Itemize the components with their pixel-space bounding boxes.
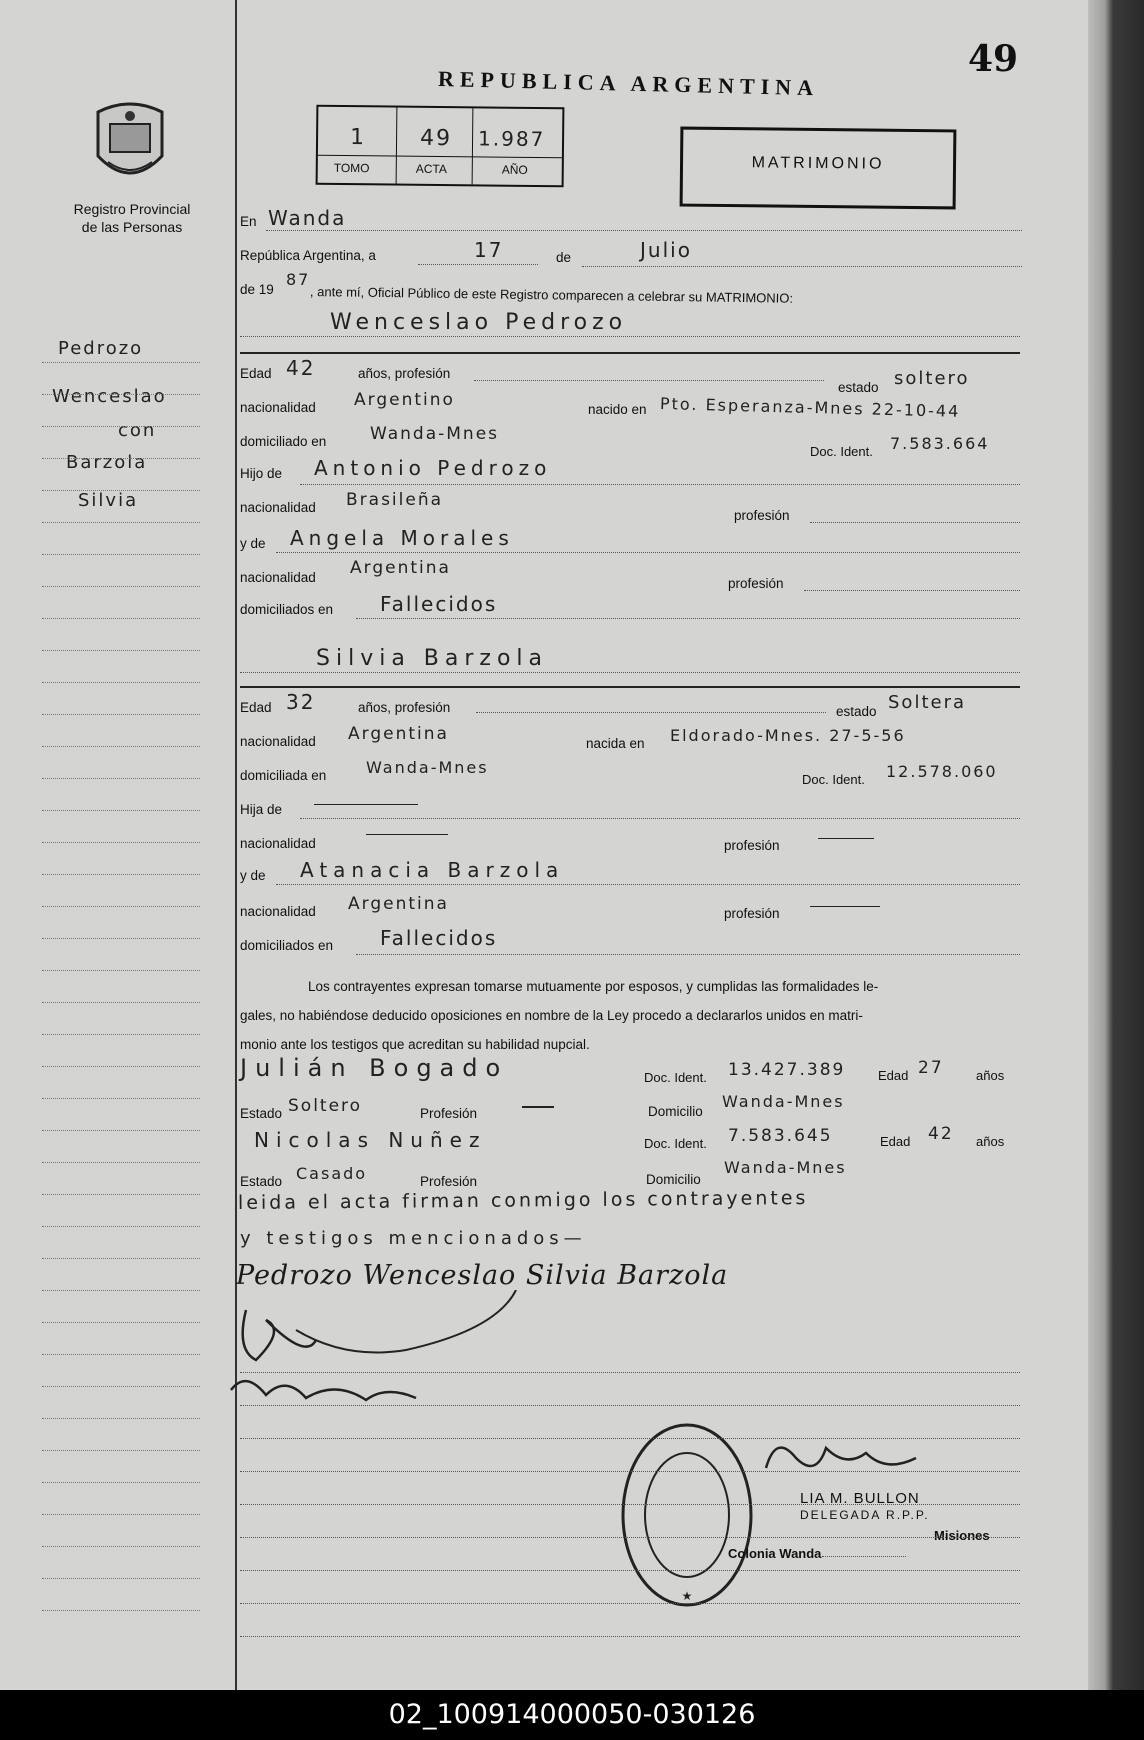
groom-nac-label: nacionalidad bbox=[240, 400, 316, 415]
groom-doc-label: Doc. Ident. bbox=[810, 444, 873, 459]
witness2-dom-label: Domicilio bbox=[646, 1172, 701, 1187]
groom-nacido-label: nacido en bbox=[588, 402, 647, 417]
witness1-age: 27 bbox=[918, 1058, 944, 1078]
bride-edad-label: Edad bbox=[240, 700, 272, 715]
margin-rule bbox=[42, 1034, 200, 1035]
official-province: Misiones bbox=[934, 1528, 990, 1543]
bride-estado: Soltera bbox=[888, 692, 967, 713]
margin-rule bbox=[42, 1130, 200, 1131]
bride-mother: Atanacia Barzola bbox=[300, 858, 565, 882]
en-label: En bbox=[240, 214, 257, 229]
place-value: Wanda bbox=[268, 206, 347, 230]
declaration-line: Los contrayentes expresan tomarse mutuamente por esposos, y cumplidas las formalidades le- bbox=[308, 979, 879, 994]
acta-label: ACTA bbox=[415, 161, 447, 177]
margin-rule bbox=[42, 682, 200, 683]
image-footer-id: 02_100914000050-030126 bbox=[0, 1690, 1144, 1740]
groom-hijo-label: Hijo de bbox=[240, 466, 283, 481]
margin-rule bbox=[42, 1066, 200, 1067]
margin-rule bbox=[42, 1322, 200, 1323]
margin-rule bbox=[42, 1226, 200, 1227]
margin-rule bbox=[42, 1418, 200, 1419]
margin-note-line: Pedrozo bbox=[58, 338, 144, 359]
official-seal-stamp bbox=[618, 1420, 756, 1610]
signature-scribbles bbox=[226, 1290, 546, 1420]
groom-parents-dom: Fallecidos bbox=[380, 592, 498, 616]
tomo-value: 1 bbox=[349, 125, 367, 151]
day-value: 17 bbox=[474, 238, 504, 262]
page-rule bbox=[240, 1504, 1020, 1505]
svg-text:★: ★ bbox=[681, 1589, 693, 1603]
margin-rule bbox=[42, 906, 200, 907]
official-signature bbox=[756, 1428, 936, 1488]
margin-rule bbox=[42, 1098, 200, 1099]
left-margin-column bbox=[0, 0, 237, 1690]
witness1-edad-label: Edad bbox=[878, 1068, 909, 1083]
groom-mother-nac-label: nacionalidad bbox=[240, 570, 316, 585]
margin-rule bbox=[42, 1258, 200, 1259]
book-binding bbox=[1088, 0, 1144, 1690]
witness2-domicile: Wanda-Mnes bbox=[724, 1158, 847, 1177]
margin-rule bbox=[42, 810, 200, 811]
bride-yde-label: y de bbox=[240, 868, 266, 883]
page-number: 49 bbox=[968, 38, 1019, 80]
bride-estado-label: estado bbox=[836, 704, 877, 719]
groom-estado: soltero bbox=[894, 368, 970, 389]
groom-edad-label: Edad bbox=[240, 366, 272, 381]
witness1-prof-label: Profesión bbox=[420, 1106, 478, 1121]
witness2-age: 42 bbox=[928, 1124, 954, 1144]
groom-mother-nat: Argentina bbox=[350, 558, 451, 578]
bride-mother-prof-label: profesión bbox=[724, 906, 780, 921]
margin-rule bbox=[42, 586, 200, 587]
declaration bbox=[240, 972, 1020, 1059]
groom-mother: Angela Morales bbox=[290, 526, 514, 550]
page-rule bbox=[240, 1471, 1020, 1472]
margin-rule bbox=[42, 714, 200, 715]
bride-domicile: Wanda-Mnes bbox=[366, 758, 489, 777]
margin-rule bbox=[42, 842, 200, 843]
witness1-dom-label: Domicilio bbox=[648, 1104, 703, 1119]
bride-doc-label: Doc. Ident. bbox=[802, 772, 865, 787]
bride-mother-nac-label: nacionalidad bbox=[240, 904, 316, 919]
groom-father-nat: Brasileña bbox=[346, 490, 444, 510]
bride-parents-dom-label: domiciliados en bbox=[240, 938, 334, 953]
margin-rule bbox=[42, 394, 200, 395]
ano-label: AÑO bbox=[501, 162, 528, 177]
groom-estado-label: estado bbox=[838, 380, 879, 395]
witness1-domicile: Wanda-Mnes bbox=[722, 1092, 845, 1111]
de-label: de bbox=[556, 250, 572, 265]
groom-age: 42 bbox=[286, 356, 316, 380]
groom-name: Wenceslao Pedrozo bbox=[330, 310, 628, 335]
groom-born: Pto. Esperanza-Mnes 22-10-44 bbox=[659, 394, 961, 421]
witness2-doc-label: Doc. Ident. bbox=[644, 1136, 707, 1151]
margin-note-line: Barzola bbox=[66, 452, 148, 473]
groom-dom-label: domiciliado en bbox=[240, 434, 327, 449]
margin-rule bbox=[42, 554, 200, 555]
margin-rule bbox=[42, 1450, 200, 1451]
ano-value: 1.987 bbox=[477, 126, 546, 152]
bride-hija-label: Hija de bbox=[240, 802, 283, 817]
margin-rule bbox=[42, 1610, 200, 1611]
year-value: 87 bbox=[286, 270, 311, 289]
closing-line: y testigos mencionados— bbox=[240, 1228, 587, 1249]
registry-title bbox=[52, 200, 212, 236]
record-type-label: MATRIMONIO bbox=[751, 154, 885, 173]
margin-rule bbox=[42, 1354, 200, 1355]
registry-line1: Registro Provincial bbox=[73, 201, 191, 217]
margin-rule bbox=[42, 1514, 200, 1515]
bride-born: Eldorado-Mnes. 27-5-56 bbox=[670, 726, 906, 745]
witness1-doc-label: Doc. Ident. bbox=[644, 1070, 707, 1085]
record-number-box bbox=[316, 105, 565, 188]
groom-father-prof-label: profesión bbox=[734, 508, 790, 523]
coat-of-arms-icon bbox=[88, 98, 172, 190]
witness2-estado: Casado bbox=[296, 1164, 368, 1183]
margin-rule bbox=[42, 970, 200, 971]
declaration-line: gales, no habiéndose deducido oposiciones en nombre de la Ley procedo a declararlos unidos en matri- bbox=[240, 1008, 863, 1023]
margin-rule bbox=[42, 458, 200, 459]
margin-rule bbox=[42, 746, 200, 747]
bride-name: Silvia Barzola bbox=[316, 646, 549, 671]
bride-father-nac-label: nacionalidad bbox=[240, 836, 316, 851]
page-rule bbox=[240, 1405, 1020, 1406]
groom-anos-label: años, profesión bbox=[358, 366, 451, 381]
tomo-label: TOMO bbox=[333, 160, 370, 176]
official-place-label: Colonia Wanda bbox=[728, 1546, 822, 1561]
margin-rule bbox=[42, 650, 200, 651]
page-rule bbox=[240, 1438, 1020, 1439]
page-rule bbox=[240, 1603, 1020, 1604]
registry-line2: de las Personas bbox=[81, 219, 183, 235]
bride-nac-label: nacionalidad bbox=[240, 734, 316, 749]
bride-parents-dom: Fallecidos bbox=[380, 926, 498, 950]
bride-mother-nat: Argentina bbox=[348, 894, 449, 914]
year-prefix: de 19 bbox=[240, 282, 274, 297]
margin-note-line: Wenceslao bbox=[52, 386, 167, 407]
acta-value: 49 bbox=[419, 125, 453, 152]
margin-rule bbox=[42, 1002, 200, 1003]
official-title: DELEGADA R.P.P. bbox=[800, 1508, 930, 1522]
groom-father-nac-label: nacionalidad bbox=[240, 500, 316, 515]
margin-rule bbox=[42, 490, 200, 491]
margin-rule bbox=[42, 874, 200, 875]
witness2-edad-label: Edad bbox=[880, 1134, 911, 1149]
date-prefix: República Argentina, a bbox=[240, 248, 376, 263]
witness1-estado: Soltero bbox=[288, 1096, 363, 1116]
margin-rule bbox=[42, 778, 200, 779]
bride-doc: 12.578.060 bbox=[886, 762, 998, 781]
margin-rule bbox=[42, 1482, 200, 1483]
page-rule bbox=[240, 1636, 1020, 1637]
witness1-anos-label: años bbox=[976, 1068, 1005, 1083]
groom-domicile: Wanda-Mnes bbox=[370, 424, 500, 444]
margin-rule bbox=[42, 1194, 200, 1195]
bride-age: 32 bbox=[286, 690, 316, 714]
page-rule bbox=[240, 1537, 1020, 1538]
margin-rule bbox=[42, 618, 200, 619]
groom-yde-label: y de bbox=[240, 536, 266, 551]
signatures-line: Pedrozo Wenceslao Silvia Barzola bbox=[236, 1260, 729, 1291]
witness1-doc: 13.427.389 bbox=[728, 1060, 846, 1080]
witness2-prof-label: Profesión bbox=[420, 1174, 478, 1189]
groom-nationality: Argentino bbox=[354, 390, 455, 410]
margin-rule bbox=[42, 1290, 200, 1291]
groom-father: Antonio Pedrozo bbox=[314, 456, 552, 480]
witness1-estado-label: Estado bbox=[240, 1106, 283, 1121]
page-rule bbox=[240, 1372, 1020, 1373]
official-name: LIA M. BULLON bbox=[800, 1490, 920, 1507]
bride-nationality: Argentina bbox=[348, 724, 449, 744]
page-rule bbox=[240, 1570, 1020, 1571]
margin-rule bbox=[42, 1386, 200, 1387]
margin-rule bbox=[42, 1546, 200, 1547]
witness2-name: Nicolas Nuñez bbox=[254, 1128, 487, 1152]
bride-father-prof-label: profesión bbox=[724, 838, 780, 853]
margin-rule bbox=[42, 362, 200, 363]
margin-rule bbox=[42, 938, 200, 939]
groom-parents-dom-label: domiciliados en bbox=[240, 602, 334, 617]
witness2-anos-label: años bbox=[976, 1134, 1005, 1149]
header-statement: , ante mí, Oficial Público de este Registro comparecen a celebrar su MATRIMONIO: bbox=[309, 284, 794, 306]
margin-note-line: Silvia bbox=[78, 490, 139, 511]
bride-nacida-label: nacida en bbox=[586, 736, 645, 751]
groom-doc: 7.583.664 bbox=[890, 434, 990, 453]
country-title: REPUBLICA ARGENTINA bbox=[437, 66, 820, 101]
witness2-estado-label: Estado bbox=[240, 1174, 283, 1189]
witness2-doc: 7.583.645 bbox=[728, 1126, 833, 1146]
declaration-line: monio ante los testigos que acreditan su habilidad nupcial. bbox=[240, 1037, 590, 1052]
margin-rule bbox=[42, 1578, 200, 1579]
margin-rule bbox=[42, 522, 200, 523]
witness1-name: Julián Bogado bbox=[240, 1054, 509, 1082]
margin-note-line: con bbox=[118, 420, 157, 441]
groom-mother-prof-label: profesión bbox=[728, 576, 784, 591]
margin-rule bbox=[42, 426, 200, 427]
closing-line: leida el acta firman conmigo los contrayentes bbox=[237, 1187, 809, 1214]
record-type-box bbox=[680, 127, 957, 210]
margin-rule bbox=[42, 1162, 200, 1163]
bride-anos-label: años, profesión bbox=[358, 700, 451, 715]
bride-dom-label: domiciliada en bbox=[240, 768, 327, 783]
month-value: Julio bbox=[640, 238, 692, 262]
